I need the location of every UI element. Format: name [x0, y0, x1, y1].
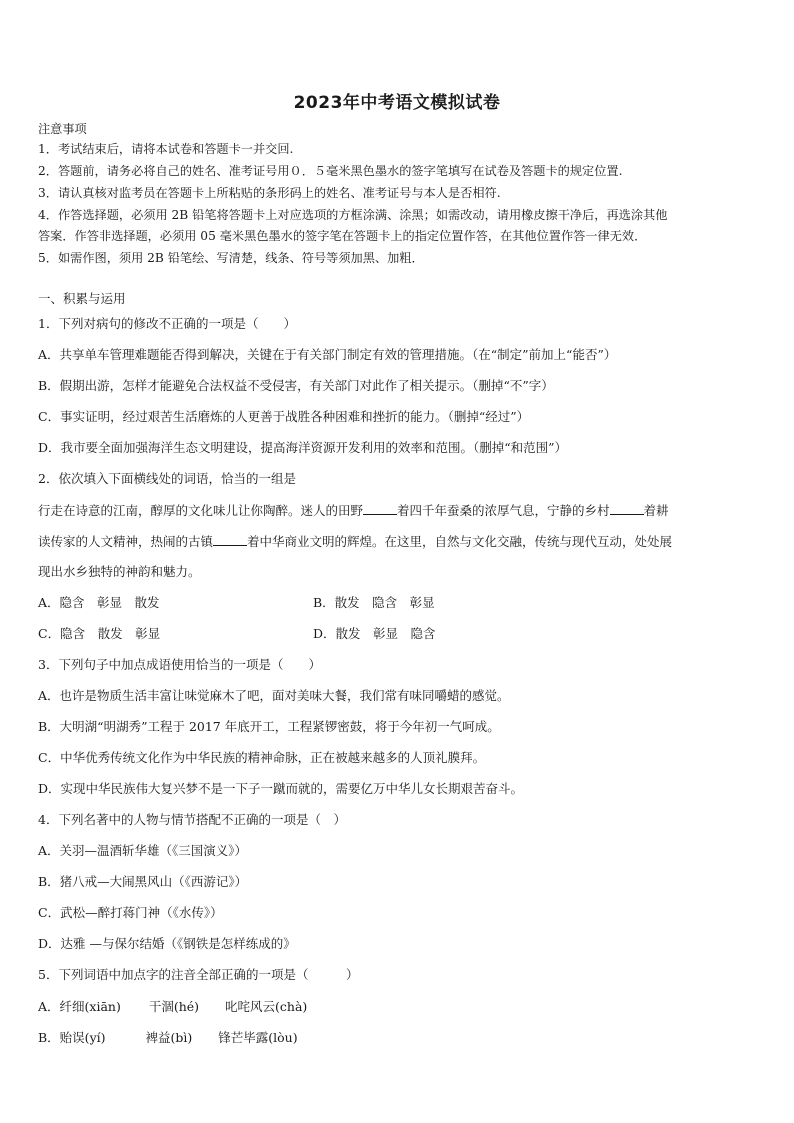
passage-text: 着耕 — [643, 503, 669, 518]
question-stem: 2．依次填入下面横线处的词语，恰当的一组是 — [38, 471, 296, 486]
option-c: C．武松—醉打蒋门神（《水传》） — [38, 905, 223, 920]
blank-line — [213, 533, 247, 546]
option-term: B．贻误(yí) — [38, 1030, 106, 1045]
question-stem: 5．下列词语中加点字的注音全部正确的一项是（ ） — [38, 967, 359, 982]
section-heading: 一、积累与运用 — [38, 291, 126, 306]
option-b: B．假期出游，怎样才能避免合法权益不受侵害，有关部门对此作了相关提示。（删掉“不”字） — [38, 378, 554, 393]
option-c: C．中华优秀传统文化作为中华民族的精神命脉，正在被越来越多的人顶礼膜拜。 — [38, 750, 486, 765]
option-a: A．共享单车管理难题能否得到解决，关键在于有关部门制定有效的管理措施。（在“制定”前加上“能否”） — [38, 347, 617, 362]
passage-line — [38, 502, 669, 519]
question-stem: 3．下列句子中加点成语使用恰当的一项是（ ） — [38, 657, 321, 672]
passage-line: 现出水乡独特的神韵和魅力。 — [38, 564, 201, 579]
notice-item: 4．作答选择题，必须用 2B 铅笔将答题卡上对应选项的方框涂满、涂黑；如需改动，请用橡皮擦干净后，再选涂其他 — [38, 208, 668, 222]
passage-text: 着四千年蚕桑的浓厚气息，宁静的乡村 — [397, 503, 610, 518]
option-term: 叱咤风云(chà) — [225, 999, 308, 1014]
page-title: 2023年中考语文模拟试卷 — [293, 93, 501, 113]
notice-item: 答案．作答非选择题，必须用 05 毫米黑色墨水的签字笔在答题卡上的指定位置作答，在其他位置作答一律无效． — [38, 229, 647, 243]
option-a: A．也许是物质生活丰富让味觉麻木了吧，面对美味大餐，我们常有味同嚼蜡的感觉。 — [38, 688, 510, 703]
notice-heading: 注意事项 — [38, 122, 87, 136]
passage-line — [38, 533, 672, 550]
option-a — [38, 999, 307, 1015]
option-term: 锋芒毕露(lòu) — [218, 1030, 298, 1045]
option-term: A．纤细(xiān) — [38, 999, 121, 1014]
passage-text: 读传家的人文精神，热闹的古镇 — [38, 534, 214, 549]
option-a: A．关羽—温酒斩华雄（《三国演义》） — [38, 843, 248, 858]
blank-line — [363, 502, 397, 515]
question-stem: 4．下列名著中的人物与情节搭配不正确的一项是（ ） — [38, 812, 346, 827]
passage-text: 行走在诗意的江南，醇厚的文化味儿让你陶醉。迷人的田野 — [38, 503, 364, 518]
option-b: B．散发 隐含 彰显 — [313, 595, 435, 610]
notice-item: 2．答题前，请务必将自己的姓名、准考证号用０．５毫米黑色墨水的签字笔填写在试卷及答题卡的规定位置. — [38, 164, 623, 178]
question-stem: 1．下列对病句的修改不正确的一项是（ ） — [38, 316, 296, 331]
option-c: C．事实证明，经过艰苦生活磨炼的人更善于战胜各种困难和挫折的能力。（删掉“经过”） — [38, 409, 530, 424]
passage-text: 着中华商业文明的辉煌。在这里，自然与文化交融，传统与现代互动，处处展 — [247, 534, 673, 549]
option-d: D．达雅 —与保尔结婚（《钢铁是怎样练成的》 — [38, 936, 296, 951]
option-term: 干涸(hé) — [148, 999, 200, 1014]
notice-item: 5．如需作图，须用 2B 铅笔绘、写清楚，线条、符号等须加黑、加粗． — [38, 251, 424, 265]
blank-line — [610, 502, 644, 515]
notice-item: 1．考试结束后，请将本试卷和答题卡一并交回. — [38, 142, 294, 156]
option-term: 裨益(bì) — [145, 1030, 193, 1045]
option-d: D．实现中华民族伟大复兴梦不是一下子一蹴而就的，需要亿万中华儿女长期艰苦奋斗。 — [38, 781, 524, 796]
option-c: C．隐含 散发 彰显 — [38, 626, 161, 641]
option-a: A．隐含 彰显 散发 — [38, 595, 160, 610]
option-d: D．散发 彰显 隐含 — [313, 626, 436, 641]
option-d: D．我市要全面加强海洋生态文明建设，提高海洋资源开发利用的效率和范围。（删掉“和范围”） — [38, 440, 568, 455]
notice-item: 3．请认真核对监考员在答题卡上所粘贴的条形码上的姓名、准考证号与本人是否相符. — [38, 186, 501, 200]
option-b: B．大明湖“明湖秀”工程于 2017 年底开工，工程紧锣密鼓，将于今年初一气呵成。 — [38, 719, 500, 734]
option-b — [38, 1030, 298, 1046]
option-b: B．猪八戒—大闹黑风山（《西游记》） — [38, 874, 248, 889]
